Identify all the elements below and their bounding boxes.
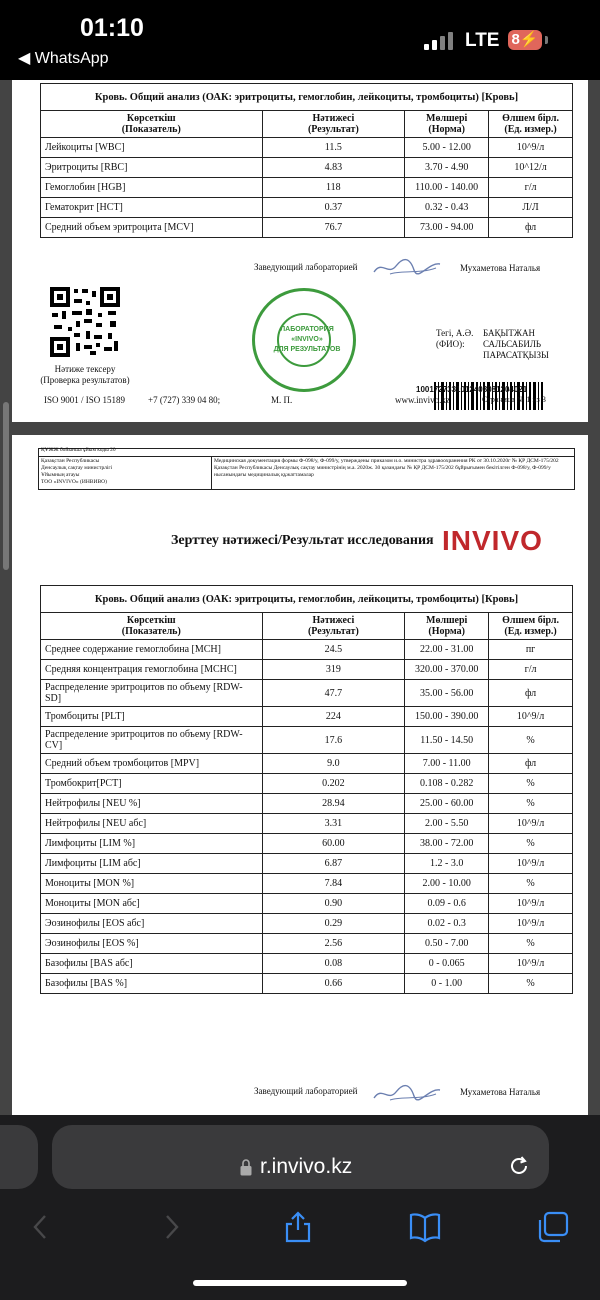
share-icon[interactable] [281, 1210, 315, 1244]
unit-cell: фл [489, 754, 573, 774]
result-cell: 47.7 [262, 680, 405, 707]
clock: 01:10 [80, 14, 144, 42]
table-row [41, 680, 573, 707]
results-table-2 [40, 585, 573, 994]
unit-cell: % [489, 934, 573, 954]
result-cell: 0.08 [262, 954, 405, 974]
result-cell: 319 [262, 660, 405, 680]
indicator-cell: Средний объем эритроцита [MCV] [41, 218, 263, 238]
table-row [41, 138, 573, 158]
unit-cell: фл [489, 680, 573, 707]
address-bar[interactable] [52, 1125, 549, 1189]
table-row [41, 660, 573, 680]
indicator-cell: Нейтрофилы [NEU абс] [41, 814, 263, 834]
unit-cell: % [489, 794, 573, 814]
status-bar [0, 0, 600, 80]
result-cell: 0.37 [262, 198, 405, 218]
document-view[interactable] [0, 80, 600, 1115]
document-page-2 [12, 435, 588, 1115]
norm-cell: 0.32 - 0.43 [405, 198, 489, 218]
table-row [41, 854, 573, 874]
phone-number: +7 (727) 339 04 80; [148, 395, 221, 405]
col-header-norm: Мөлшері (Норма) [405, 111, 489, 138]
unit-cell: % [489, 727, 573, 754]
table-row [41, 894, 573, 914]
org-info-right: Медицинская документация формы Ф-098/у, Ф-099/у, утверждены приказом и.о. министра здравоохранения РК от 30.10.2020г № ҚР ДСМ-175/202 Қазақстан Республикасы Денсаулық сақтау министрінің м.а. 2020ж. 30 қазандағы № ҚР ДСМ-175/202 бұйрығымен бекітілген Ф-098/у, Ф-099/у нысанындағы медициналық құжаттамалар [214, 458, 559, 478]
indicator-cell: Моноциты [MON %] [41, 874, 263, 894]
result-cell: 0.29 [262, 914, 405, 934]
indicator-cell: Нейтрофилы [NEU %] [41, 794, 263, 814]
norm-cell: 5.00 - 12.00 [405, 138, 489, 158]
head-of-lab-label: Заведующий лабораторией [254, 262, 358, 272]
table-row [41, 178, 573, 198]
indicator-cell: Распределение эритроцитов по объему [RDW-CV] [41, 727, 263, 754]
norm-cell: 150.00 - 390.00 [405, 707, 489, 727]
table-row [41, 874, 573, 894]
norm-cell: 3.70 - 4.90 [405, 158, 489, 178]
unit-cell: 10^12/л [489, 158, 573, 178]
bookmarks-icon[interactable] [408, 1210, 442, 1244]
norm-cell: 0.50 - 7.00 [405, 934, 489, 954]
indicator-cell: Базофилы [BAS абс] [41, 954, 263, 974]
result-cell: 9.0 [262, 754, 405, 774]
table-title: Кровь. Общий анализ (ОАК: эритроциты, гемоглобин, лейкоциты, тромбоциты) [Кровь] [41, 586, 573, 613]
head-of-lab-name: Мухаметова Наталья [460, 263, 541, 273]
unit-cell: пг [489, 640, 573, 660]
result-cell: 0.202 [262, 774, 405, 794]
browser-toolbar [0, 1115, 600, 1300]
unit-cell: 10^9/л [489, 954, 573, 974]
url-text: r.invivo.kz [260, 1155, 353, 1178]
reload-icon[interactable] [506, 1153, 532, 1179]
indicator-cell: Гемоглобин [HGB] [41, 178, 263, 198]
table-row [41, 974, 573, 994]
norm-cell: 110.00 - 140.00 [405, 178, 489, 198]
barcode-number: 1001727331012408081204021 [416, 385, 528, 394]
indicator-cell: Базофилы [BAS %] [41, 974, 263, 994]
col-header-indicator: Көрсеткіш (Показатель) [41, 111, 263, 138]
norm-cell: 0.02 - 0.3 [405, 914, 489, 934]
table-row [41, 954, 573, 974]
result-heading: Зерттеу нәтижесі/Результат исследования [171, 533, 434, 548]
unit-cell: г/л [489, 660, 573, 680]
result-cell: 11.5 [262, 138, 405, 158]
battery-icon: 8⚡ [508, 30, 542, 50]
table-row [41, 727, 573, 754]
table-row [41, 814, 573, 834]
result-cell: 17.6 [262, 727, 405, 754]
unit-cell: г/л [489, 178, 573, 198]
result-cell: 2.56 [262, 934, 405, 954]
table-row [41, 218, 573, 238]
tabs-icon[interactable] [536, 1210, 570, 1244]
norm-cell: 320.00 - 370.00 [405, 660, 489, 680]
unit-cell: % [489, 974, 573, 994]
result-cell: 0.90 [262, 894, 405, 914]
unit-cell: Л/Л [489, 198, 573, 218]
indicator-cell: Средний объем тромбоцитов [MPV] [41, 754, 263, 774]
indicator-cell: Гематокрит [HCT] [41, 198, 263, 218]
table-row [41, 640, 573, 660]
norm-cell: 0.108 - 0.282 [405, 774, 489, 794]
col-header-norm: Мөлшері (Норма) [405, 613, 489, 640]
home-indicator[interactable] [193, 1280, 407, 1286]
indicator-cell: Тромбокрит[PCT] [41, 774, 263, 794]
lab-stamp-image: ЛАБОРАТОРИЯ «INVIVO» ДЛЯ РЕЗУЛЬТАТОВ [252, 288, 356, 392]
result-cell: 24.5 [262, 640, 405, 660]
indicator-cell: Эритроциты [RBC] [41, 158, 263, 178]
head-of-lab-label: Заведующий лабораторией [254, 1086, 358, 1096]
col-header-unit: Өлшем бірл. (Ед. измер.) [489, 111, 573, 138]
result-cell: 224 [262, 707, 405, 727]
col-header-unit: Өлшем бірл. (Ед. измер.) [489, 613, 573, 640]
unit-cell: 10^9/л [489, 138, 573, 158]
unit-cell: 10^9/л [489, 914, 573, 934]
cellular-signal-icon [424, 30, 454, 50]
table-row [41, 198, 573, 218]
unit-cell: % [489, 834, 573, 854]
forward-icon[interactable] [154, 1210, 188, 1244]
head-of-lab-name: Мухаметова Наталья [460, 1087, 541, 1097]
result-cell: 7.84 [262, 874, 405, 894]
signature-image [370, 1080, 444, 1106]
norm-cell: 0 - 1.00 [405, 974, 489, 994]
table-row [41, 934, 573, 954]
org-info-box [38, 456, 575, 490]
lock-icon [240, 1159, 252, 1176]
indicator-cell: Тромбоциты [PLT] [41, 707, 263, 727]
iso-label: ISO 9001 / ISO 15189 [44, 395, 126, 405]
invivo-logo: INVIVO [442, 525, 543, 556]
form-code: ҚҰЖЖ бойынша ұйым коды 20 [41, 447, 116, 453]
table-row [41, 774, 573, 794]
unit-cell: фл [489, 218, 573, 238]
col-header-indicator: Көрсеткіш (Показатель) [41, 613, 263, 640]
indicator-cell: Лимфоциты [LIM %] [41, 834, 263, 854]
result-cell: 0.66 [262, 974, 405, 994]
scroll-indicator[interactable] [3, 402, 9, 570]
norm-cell: 0 - 0.065 [405, 954, 489, 974]
unit-cell: 10^9/л [489, 814, 573, 834]
result-cell: 118 [262, 178, 405, 198]
check-results-label: Нәтиже тексеру (Проверка результатов) [40, 364, 130, 385]
col-header-result: Нәтижесі (Результат) [262, 111, 405, 138]
back-icon[interactable] [24, 1210, 58, 1244]
norm-cell: 2.00 - 10.00 [405, 874, 489, 894]
previous-tab-pill[interactable] [0, 1125, 38, 1189]
results-table-1 [40, 83, 573, 238]
norm-cell: 25.00 - 60.00 [405, 794, 489, 814]
table-row [41, 794, 573, 814]
norm-cell: 7.00 - 11.00 [405, 754, 489, 774]
indicator-cell: Средняя концентрация гемоглобина [MCHC] [41, 660, 263, 680]
result-cell: 4.83 [262, 158, 405, 178]
norm-cell: 22.00 - 31.00 [405, 640, 489, 660]
indicator-cell: Эозинофилы [EOS %] [41, 934, 263, 954]
indicator-cell: Лейкоциты [WBC] [41, 138, 263, 158]
table-row [41, 158, 573, 178]
website-link[interactable]: www.invivo.kz [395, 395, 450, 405]
back-to-app-link[interactable]: ◀ WhatsApp [18, 50, 109, 67]
unit-cell: % [489, 774, 573, 794]
table-row [41, 914, 573, 934]
norm-cell: 73.00 - 94.00 [405, 218, 489, 238]
indicator-cell: Эозинофилы [EOS абс] [41, 914, 263, 934]
org-info-left: Қазақстан Республикасы Денсаулық сақтау министрлігі Ұйымның атауы ТОО «INVIVO» (ИНВИВО) [41, 458, 113, 485]
page-number: Страница № 1 из 3 [482, 395, 546, 404]
unit-cell: 10^9/л [489, 894, 573, 914]
fio-label: Тегі, А.Ә. (ФИО): [436, 328, 474, 349]
battery-tip [545, 36, 548, 44]
signature-image [370, 254, 444, 280]
result-cell: 76.7 [262, 218, 405, 238]
norm-cell: 1.2 - 3.0 [405, 854, 489, 874]
table-row [41, 754, 573, 774]
table-title: Кровь. Общий анализ (ОАК: эритроциты, гемоглобин, лейкоциты, тромбоциты) [Кровь] [41, 84, 573, 111]
norm-cell: 11.50 - 14.50 [405, 727, 489, 754]
result-cell: 3.31 [262, 814, 405, 834]
patient-name: БАҚЫТЖАН САЛЬСАБИЛЬ ПАРАСАТҚЫЗЫ [483, 328, 549, 360]
norm-cell: 2.00 - 5.50 [405, 814, 489, 834]
result-cell: 60.00 [262, 834, 405, 854]
indicator-cell: Лимфоциты [LIM абс] [41, 854, 263, 874]
table-row [41, 834, 573, 854]
indicator-cell: Моноциты [MON абс] [41, 894, 263, 914]
col-header-result: Нәтижесі (Результат) [262, 613, 405, 640]
qr-code-image[interactable] [50, 287, 120, 357]
unit-cell: 10^9/л [489, 707, 573, 727]
indicator-cell: Распределение эритроцитов по объему [RDW-SD] [41, 680, 263, 707]
norm-cell: 38.00 - 72.00 [405, 834, 489, 854]
unit-cell: % [489, 874, 573, 894]
result-cell: 6.87 [262, 854, 405, 874]
result-cell: 28.94 [262, 794, 405, 814]
network-type: LTE [465, 30, 500, 51]
document-page-1 [12, 80, 588, 422]
indicator-cell: Среднее содержание гемоглобина [MCH] [41, 640, 263, 660]
unit-cell: 10^9/л [489, 854, 573, 874]
norm-cell: 35.00 - 56.00 [405, 680, 489, 707]
norm-cell: 0.09 - 0.6 [405, 894, 489, 914]
mp-label: М. П. [271, 395, 293, 405]
table-row [41, 707, 573, 727]
